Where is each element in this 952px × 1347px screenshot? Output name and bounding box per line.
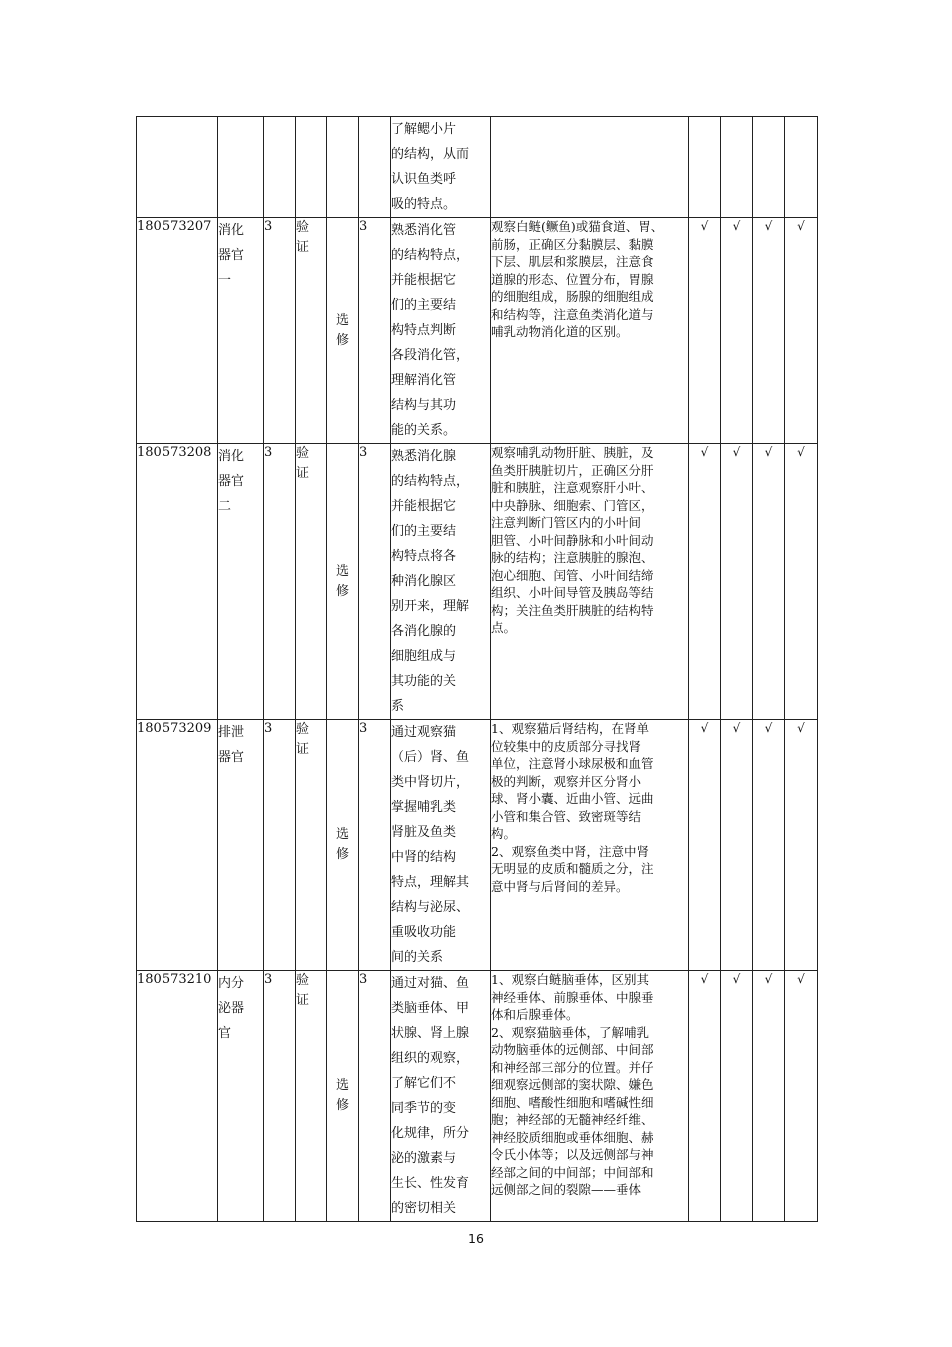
objective-line: 种消化腺区	[391, 574, 457, 589]
content-line: 中央静脉、细胞索、门管区，	[491, 497, 654, 513]
content-line: 前肠，正确区分黏膜层、黏膜	[491, 236, 654, 252]
objective-line: 了解它们不	[391, 1076, 457, 1091]
group-size-cell: 3	[359, 218, 391, 444]
group-size-cell	[359, 117, 391, 218]
experiment-name-line: 二	[218, 499, 232, 514]
objective-line: 的结构特点，	[391, 474, 470, 489]
requirement-cell	[327, 444, 359, 720]
content-cell	[491, 218, 689, 444]
objective-line: 其功能的关	[391, 674, 457, 689]
experiment-name-line: 泌器	[218, 1001, 245, 1016]
experiment-type-line: 验	[296, 446, 310, 461]
experiment-name-line: 器官	[218, 474, 245, 489]
content-line: 1、观察猫后肾结构，在肾单	[491, 721, 649, 736]
content-line: 脏和胰脏，注意观察肝小叶、	[491, 480, 654, 495]
check-mark-cell: √	[721, 444, 753, 720]
check-mark-cell: √	[753, 218, 785, 444]
requirement-line: 选	[335, 563, 349, 579]
check-mark-cell: √	[689, 720, 721, 971]
content-line: 单位，注意肾小球尿极和血管	[491, 756, 654, 771]
group-size-cell: 3	[359, 720, 391, 971]
check-mark-cell: √	[785, 971, 818, 1222]
objective-cell	[391, 444, 491, 720]
check-mark-cell: √	[721, 720, 753, 971]
objective-line: 理解消化管	[391, 373, 457, 388]
check-mark-cell	[785, 117, 818, 218]
requirement-cell	[327, 117, 359, 218]
requirement-line: 修	[335, 1098, 349, 1113]
content-line: 经部之间的中间部；中间部和	[491, 1164, 654, 1180]
objective-line: 构特点将各	[391, 549, 457, 564]
content-line: 胞；神经部的无髓神经纤维、	[491, 1112, 654, 1127]
content-line: 体和后腺垂体。	[491, 1007, 579, 1022]
objective-line: 通过对猫、鱼	[391, 976, 470, 991]
table-row	[137, 971, 818, 1222]
content-cell	[491, 720, 689, 971]
content-line: 注意判断门管区内的小叶间	[491, 515, 642, 530]
course-code-cell	[137, 117, 218, 218]
content-line: 和神经部三部分的位置。并仔	[491, 1059, 654, 1075]
hours-cell: 3	[264, 720, 296, 971]
experiment-type-line: 验	[296, 722, 310, 737]
objective-line: 中肾的结构	[391, 850, 457, 865]
content-line: 位较集中的皮质部分寻找肾	[491, 738, 642, 754]
course-code-cell: 180573208	[137, 444, 218, 720]
course-table	[136, 116, 818, 1222]
content-line: 点。	[491, 620, 517, 635]
content-line: 泡心细胞、闰管、小叶间结缔	[491, 567, 654, 583]
experiment-name-line: 器官	[218, 248, 245, 263]
content-line: 鱼类肝胰脏切片，正确区分肝	[491, 462, 654, 478]
objective-line: 细胞组成与	[391, 649, 457, 664]
check-mark-cell: √	[785, 218, 818, 444]
check-mark-cell: √	[721, 218, 753, 444]
objective-line: 结构与泌尿、	[391, 900, 470, 915]
content-line: 令氏小体等；以及远侧部与神	[491, 1147, 654, 1162]
objective-line: 同季节的变	[391, 1101, 457, 1116]
group-size-cell: 3	[359, 444, 391, 720]
check-mark-cell: √	[689, 971, 721, 1222]
requirement-line: 修	[335, 583, 349, 599]
content-line: 小管和集合管、致密斑等结	[491, 808, 642, 824]
objective-line: 了解鳃小片	[391, 122, 457, 137]
objective-line: 结构与其功	[391, 398, 457, 413]
objective-line: 并能根据它	[391, 273, 457, 288]
objective-cell	[391, 218, 491, 444]
content-line: 细观察远侧部的窦状隙、嫌色	[491, 1077, 654, 1092]
content-line: 和结构等，注意鱼类消化道与	[491, 306, 654, 322]
objective-line: 吸的特点。	[391, 197, 457, 212]
check-mark-cell	[753, 117, 785, 218]
hours-cell: 3	[264, 218, 296, 444]
content-line: 球、肾小囊、近曲小管、远曲	[491, 791, 654, 806]
experiment-name-line: 消化	[218, 449, 245, 464]
content-line: 构；关注鱼类肝胰脏的结构特	[491, 602, 654, 618]
experiment-type-line: 证	[296, 240, 310, 255]
experiment-type-line: 证	[296, 993, 310, 1008]
experiment-type-cell	[296, 117, 327, 218]
content-line: 下层、肌层和浆膜层，注意食	[491, 254, 654, 269]
check-mark-cell	[689, 117, 721, 218]
experiment-type-cell	[296, 971, 327, 1222]
objective-line: 各消化腺的	[391, 624, 457, 639]
page-number: 16	[468, 1231, 484, 1246]
check-mark-cell: √	[753, 971, 785, 1222]
objective-line: 特点，理解其	[391, 875, 470, 890]
experiment-name-line: 内分	[218, 976, 245, 991]
content-line: 脉的结构；注意胰脏的腺泡、	[491, 550, 654, 565]
objective-line: 的结构，从而	[391, 147, 470, 162]
experiment-type-cell	[296, 218, 327, 444]
hours-cell: 3	[264, 444, 296, 720]
experiment-type-line: 验	[296, 220, 310, 235]
content-line: 2、观察鱼类中肾，注意中肾	[491, 843, 649, 859]
objective-line: 状腺、肾上腺	[391, 1026, 470, 1041]
objective-line: 的结构特点，	[391, 248, 470, 263]
objective-line: 们的主要结	[391, 524, 457, 539]
check-mark-cell: √	[785, 720, 818, 971]
content-line: 构。	[491, 826, 517, 841]
objective-cell	[391, 971, 491, 1222]
objective-line: 间的关系	[391, 950, 444, 965]
objective-line: 系	[391, 699, 405, 714]
experiment-name-cell	[218, 218, 264, 444]
content-line: 的细胞组成，肠腺的细胞组成	[491, 289, 654, 304]
objective-line: 各段消化管，	[391, 348, 470, 363]
group-size-cell: 3	[359, 971, 391, 1222]
table-row	[137, 117, 818, 218]
objective-line: 泌的激素与	[391, 1151, 457, 1166]
course-code-cell: 180573207	[137, 218, 218, 444]
objective-line: 并能根据它	[391, 499, 457, 514]
content-line: 细胞、嗜酸性细胞和嗜碱性细	[491, 1094, 654, 1110]
experiment-name-cell	[218, 720, 264, 971]
objective-line: 熟悉消化腺	[391, 449, 457, 464]
requirement-line: 选	[335, 312, 349, 328]
experiment-name-cell	[218, 444, 264, 720]
requirement-cell	[327, 720, 359, 971]
requirement-line: 选	[335, 1078, 349, 1093]
experiment-name-line: 消化	[218, 223, 245, 238]
experiment-name-line: 器官	[218, 750, 245, 765]
content-line: 远侧部之间的裂隙——垂体	[491, 1182, 642, 1197]
content-line: 动物脑垂体的远侧部、中间部	[491, 1042, 654, 1057]
course-code-cell: 180573210	[137, 971, 218, 1222]
check-mark-cell: √	[753, 720, 785, 971]
experiment-name-cell	[218, 117, 264, 218]
objective-line: 能的关系。	[391, 423, 457, 438]
requirement-line: 修	[335, 332, 349, 348]
experiment-name-line: 排泄	[218, 725, 245, 740]
experiment-type-line: 证	[296, 742, 310, 757]
objective-line: 化规律，所分	[391, 1126, 470, 1141]
objective-line: 掌握哺乳类	[391, 800, 457, 815]
objective-line: 的密切相关	[391, 1201, 457, 1216]
experiment-type-cell	[296, 444, 327, 720]
content-line: 观察哺乳动物肝脏、胰脏，及	[491, 445, 654, 460]
content-line: 组织、小叶间导管及胰岛等结	[491, 585, 654, 600]
experiment-type-cell	[296, 720, 327, 971]
content-line: 道腺的形态、位置分布，胃腺	[491, 271, 654, 287]
content-line: 无明显的皮质和髓质之分，注	[491, 861, 654, 876]
experiment-type-line: 验	[296, 973, 310, 988]
content-line: 哺乳动物消化道的区别。	[491, 324, 629, 339]
experiment-name-cell	[218, 971, 264, 1222]
content-line: 极的判断，观察并区分肾小	[491, 773, 642, 789]
table-row	[137, 444, 818, 720]
hours-cell	[264, 117, 296, 218]
check-mark-cell: √	[689, 444, 721, 720]
content-cell	[491, 444, 689, 720]
table-row	[137, 720, 818, 971]
objective-line: 类脑垂体、甲	[391, 1001, 470, 1016]
experiment-name-line: 官	[218, 1026, 232, 1041]
content-line: 神经垂体、前腺垂体、中腺垂	[491, 989, 654, 1005]
content-cell	[491, 117, 689, 218]
objective-line: 肾脏及鱼类	[391, 825, 457, 840]
course-code-cell: 180573209	[137, 720, 218, 971]
requirement-cell	[327, 218, 359, 444]
objective-line: 重吸收功能	[391, 925, 457, 940]
experiment-name-line: 一	[218, 273, 232, 288]
objective-line: 认识鱼类呼	[391, 172, 457, 187]
content-line: 意中肾与后肾间的差异。	[491, 878, 629, 894]
objective-line: 类中肾切片，	[391, 775, 470, 790]
content-cell	[491, 971, 689, 1222]
objective-line: 们的主要结	[391, 298, 457, 313]
check-mark-cell	[721, 117, 753, 218]
objective-cell	[391, 117, 491, 218]
objective-cell	[391, 720, 491, 971]
content-line: 2、观察猫脑垂体，了解哺乳	[491, 1024, 649, 1040]
check-mark-cell: √	[721, 971, 753, 1222]
objective-line: 构特点判断	[391, 323, 457, 338]
objective-line: 组织的观察，	[391, 1051, 470, 1066]
requirement-line: 修	[335, 847, 349, 862]
check-mark-cell: √	[689, 218, 721, 444]
objective-line: 通过观察猫	[391, 725, 457, 740]
content-line: 神经胶质细胞或垂体细胞、赫	[491, 1129, 654, 1145]
content-line: 观察白鲢(鳜鱼)或猫食道、胃、	[491, 219, 664, 234]
hours-cell: 3	[264, 971, 296, 1222]
check-mark-cell: √	[753, 444, 785, 720]
objective-line: （后）肾、鱼	[391, 750, 470, 765]
content-line: 1、观察白鲢脑垂体，区别其	[491, 972, 649, 987]
check-mark-cell: √	[785, 444, 818, 720]
objective-line: 生长、性发育	[391, 1176, 470, 1191]
table-row	[137, 218, 818, 444]
requirement-cell	[327, 971, 359, 1222]
objective-line: 别开来，理解	[391, 599, 470, 614]
table-body	[137, 117, 818, 1222]
objective-line: 熟悉消化管	[391, 223, 457, 238]
content-line: 胆管、小叶间静脉和小叶间动	[491, 532, 654, 548]
requirement-line: 选	[335, 827, 349, 842]
experiment-type-line: 证	[296, 466, 310, 481]
